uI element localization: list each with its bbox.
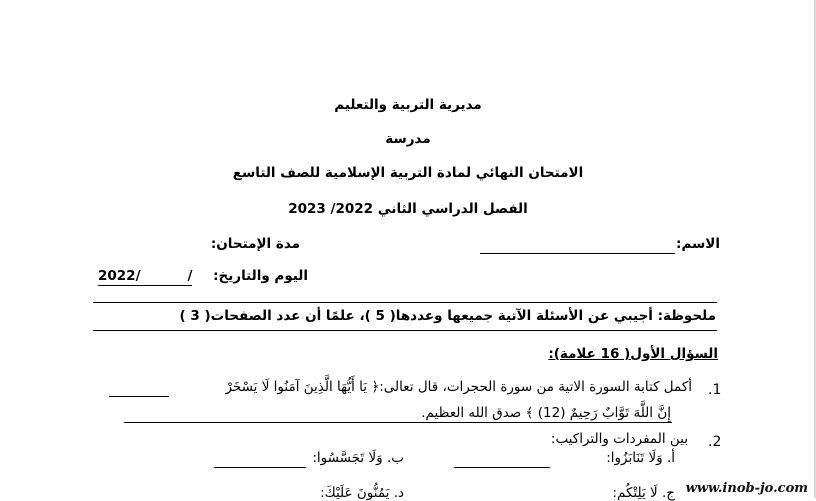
semester-heading: الفصل الدراسي الثاني 2022/ 2023 [288,201,528,217]
name-label: الاسم: [676,236,720,252]
instructions-note: ملحوظة: أجيبي عن الأسئلة الآتية جميعها وعددها( 5 )، علمًا أن عدد الصفحات( 3 ) [179,308,716,324]
q1-item1-answer-blank-2[interactable] [124,422,672,423]
site-watermark: www.inob-jo.com [685,481,808,496]
q1-item2b-answer[interactable] [214,467,306,468]
q1-item1-number: .1 [708,382,722,398]
q1-item1-answer-blank-1[interactable] [109,396,169,397]
q1-item1-ending: إِنَّ اللَّهَ تَوَّابٌ رَحِيمٌ (12) ﴾ صدق الله العظيم. [421,405,671,421]
divider-bottom [93,330,717,331]
school-heading: مدرسة [385,131,431,147]
duration-label: مدة الإمتحان: [210,236,300,252]
q1-item2-number: .2 [708,434,722,450]
divider-top [93,302,717,303]
date-label: اليوم والتاريخ: [213,268,308,284]
q1-item2d-label: د. يَمُنُّونَ عَلَيْكَ: [320,485,404,501]
q1-item2a-label: أ. وَلَا تَنَابَزُوا: [606,450,675,466]
question1-title: السؤال الأول( 16 علامة): [548,346,718,362]
q1-item2-text: بين المفردات والتراكيب: [550,431,688,447]
q1-item1-text: أكمل كتابة السورة الاتية من سورة الحجرات، قال تعالى:﴿ يَا أَيُّهَا الَّذِينَ آمَنُوا لَا يَسْخَرْ [225,379,692,395]
name-field[interactable] [480,253,675,254]
q1-item2a-answer[interactable] [454,467,550,468]
q1-item2b-label: ب. وَلَا تَجَسَّسُوا: [312,450,404,466]
exam-title: الامتحان النهائي لمادة التربية الإسلامية للصف التاسع [232,165,584,181]
date-field[interactable]: 2022/ / [98,268,193,284]
q1-item2c-label: ج. لَا يَلِتْكُم: [612,485,675,501]
directorate-heading: مديرية التربية والتعليم [334,97,482,113]
